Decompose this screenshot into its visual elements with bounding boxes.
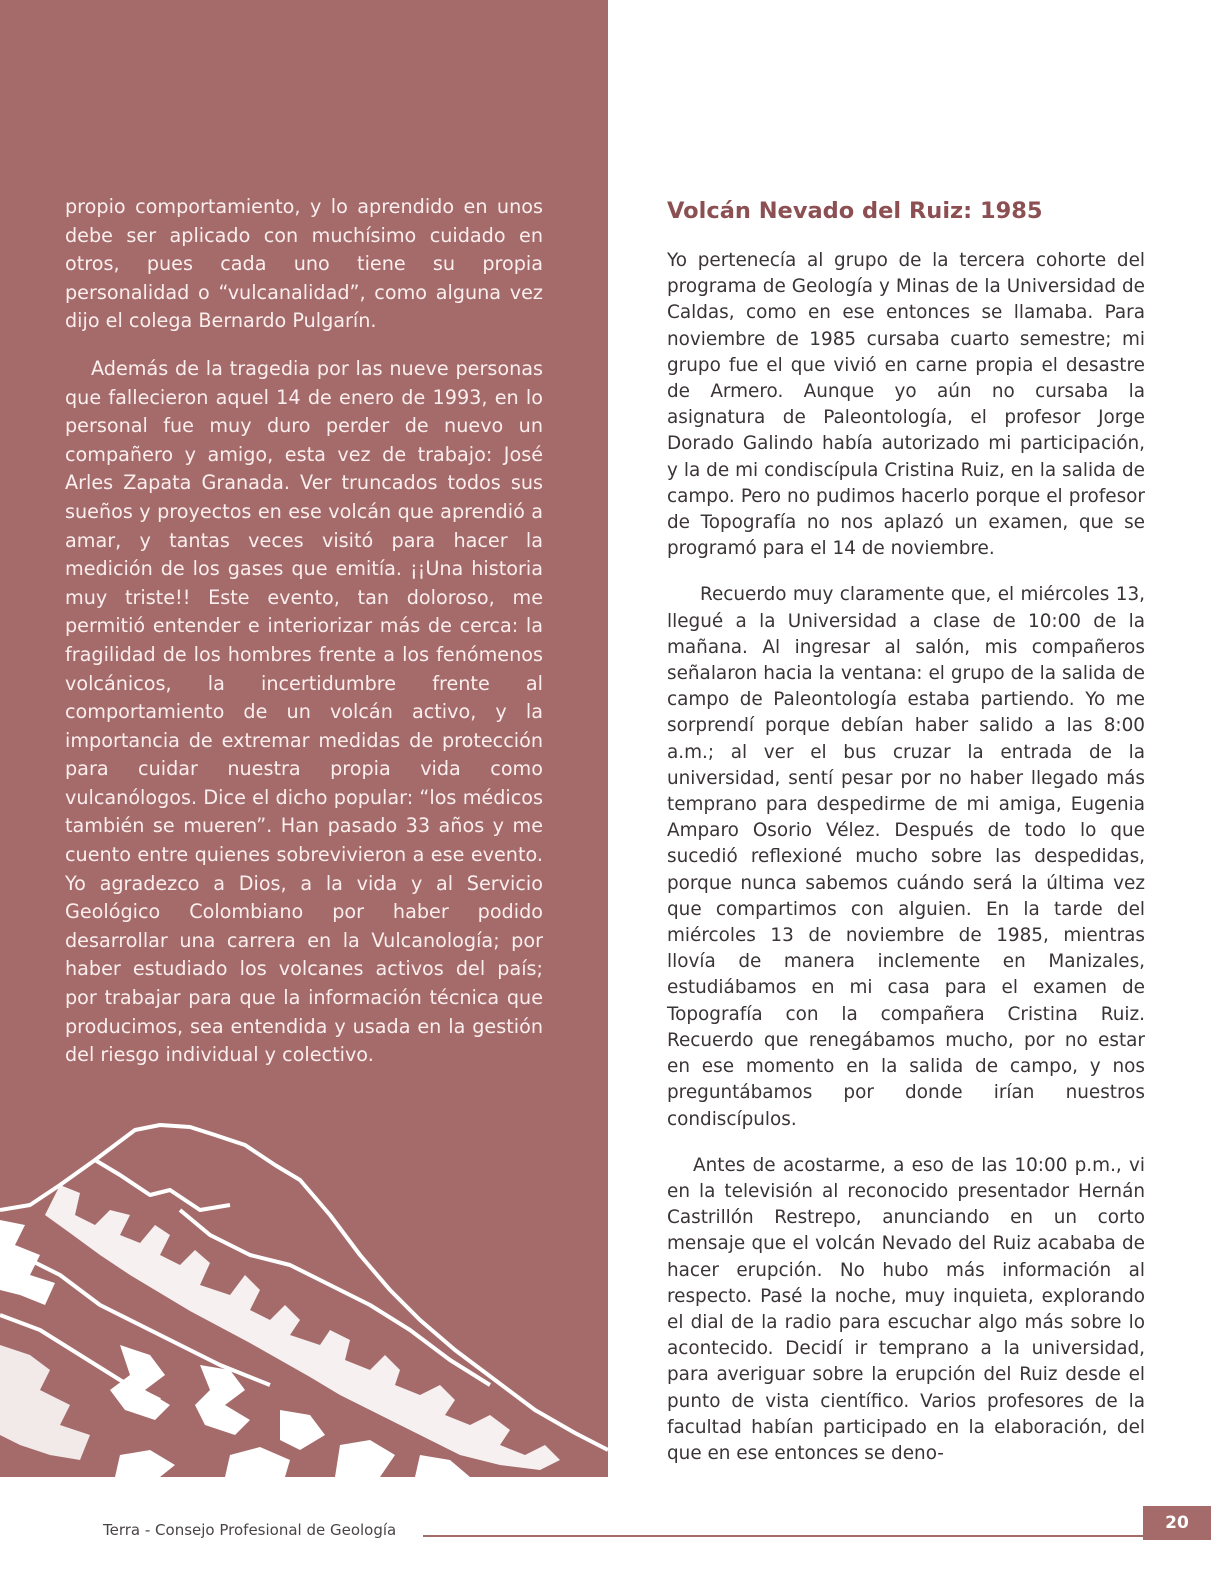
left-paragraph-1: propio comportamiento, y lo aprendido en unos debe ser aplicado con muchísimo cuidado en otros, pues cada uno tiene su propia personalidad o “vulcanalidad”, como alguna vez dijo el colega Bernardo Pulgarín. [65, 195, 543, 333]
footer-divider [423, 1535, 1143, 1537]
left-panel [0, 0, 608, 1477]
page-number: 20 [1143, 1506, 1211, 1540]
left-column-text [65, 193, 543, 1089]
right-paragraph-1: Yo pertenecía al grupo de la tercera cohorte del programa de Geología y Minas de la Universidad de Caldas, como en ese entonces se llamaba. Para noviembre de 1985 cursaba cuarto semestre; mi grupo fue el que vivió en carne propia el desastre de Armero. Aunque yo aún no cursaba la asignatura de Paleontología, el profesor Jorge Dorado Galindo había autorizado mi participación, y la de mi condiscípula Cristina Ruiz, en la salida de campo. Pero no pudimos hacerlo porque el profesor de Topografía no nos aplazó un examen, que se programó para el 14 de noviembre. [667, 250, 1145, 560]
right-paragraph-2: Recuerdo muy claramente que, el miércoles 13, llegué a la Universidad a clase de 10:00 de la mañana. Al ingresar al salón, mis compañeros señalaron hacia la ventana: el grupo de la salida de campo de Paleontología estaba partiendo. Yo me sorprendí porque debían haber salido a las 8:00 a.m.; al ver el bus cruzar la entrada de la universidad, sentí pesar por no haber llegado más temprano para despedirme de mi amiga, Eugenia Amparo Osorio Vélez. Después de todo lo que sucedió reflexioné mucho sobre las despedidas, porque nunca sabemos cuándo será la última vez que compartimos con alguien. En la tarde del miércoles 13 de noviembre de 1985, mientras llovía de manera inclemente en Manizales, estudiábamos en mi casa para el examen de Topografía con la compañera Cristina Ruiz. Recuerdo que renegábamos mucho, por no estar en ese momento en la salida de campo, y nos preguntábamos por donde irían nuestros condiscípulos. [667, 584, 1145, 1130]
right-paragraph-3: Antes de acostarme, a eso de las 10:00 p.m., vi en la televisión al reconocido presentador Hernán Castrillón Restrepo, anunciando en un corto mensaje que el volcán Nevado del Ruiz acababa de hacer erupción. No hubo más información al respecto. Pasé la noche, muy inquieta, explorando el dial de la radio para escuchar algo más sobre lo acontecido. Decidí ir temprano a la universidad, para averiguar sobre la erupción del Ruiz desde el punto de vista científico. Varios profesores de la facultad habían participado en la elaboración, del que en ese entonces se deno- [667, 1154, 1145, 1464]
section-heading: Volcán Nevado del Ruiz: 1985 [667, 198, 1043, 224]
right-column [667, 196, 1145, 1487]
left-paragraph-2: Además de la tragedia por las nueve personas que fallecieron aquel 14 de enero de 1993, en lo personal fue muy duro perder de nuevo un compañero y amigo, esta vez de trabajo: José Arles Zapata Granada. Ver truncados todos sus sueños y proyectos en ese volcán que aprendió a amar, y tantas veces visitó para hacer la medición de los gases que emitía. ¡¡Una historia muy triste!! Este evento, tan doloroso, me permitió entender e interiorizar más de cerca: la fragilidad de los hombres frente a los fenómenos volcánicos, la incertidumbre frente al comportamiento de un volcán activo, y la importancia de extremar medidas de protección para cuidar nuestra propia vida como vulcanólogos. Dice el dicho popular: “los médicos también se mueren”. Han pasado 33 años y me cuento entre quienes sobrevivieron a ese evento. Yo agradezco a Dios, a la vida y al Servicio Geológico Colombiano por haber podido desarrollar una carrera en la Vulcanología; por haber estudiado los volcanes activos del país; por trabajar para que la información técnica que producimos, sea entendida y usada en la gestión del riesgo individual y colectivo. [65, 356, 543, 1067]
footer-publication: Terra - Consejo Profesional de Geología [103, 1521, 397, 1539]
mountain-illustration [0, 1115, 608, 1477]
